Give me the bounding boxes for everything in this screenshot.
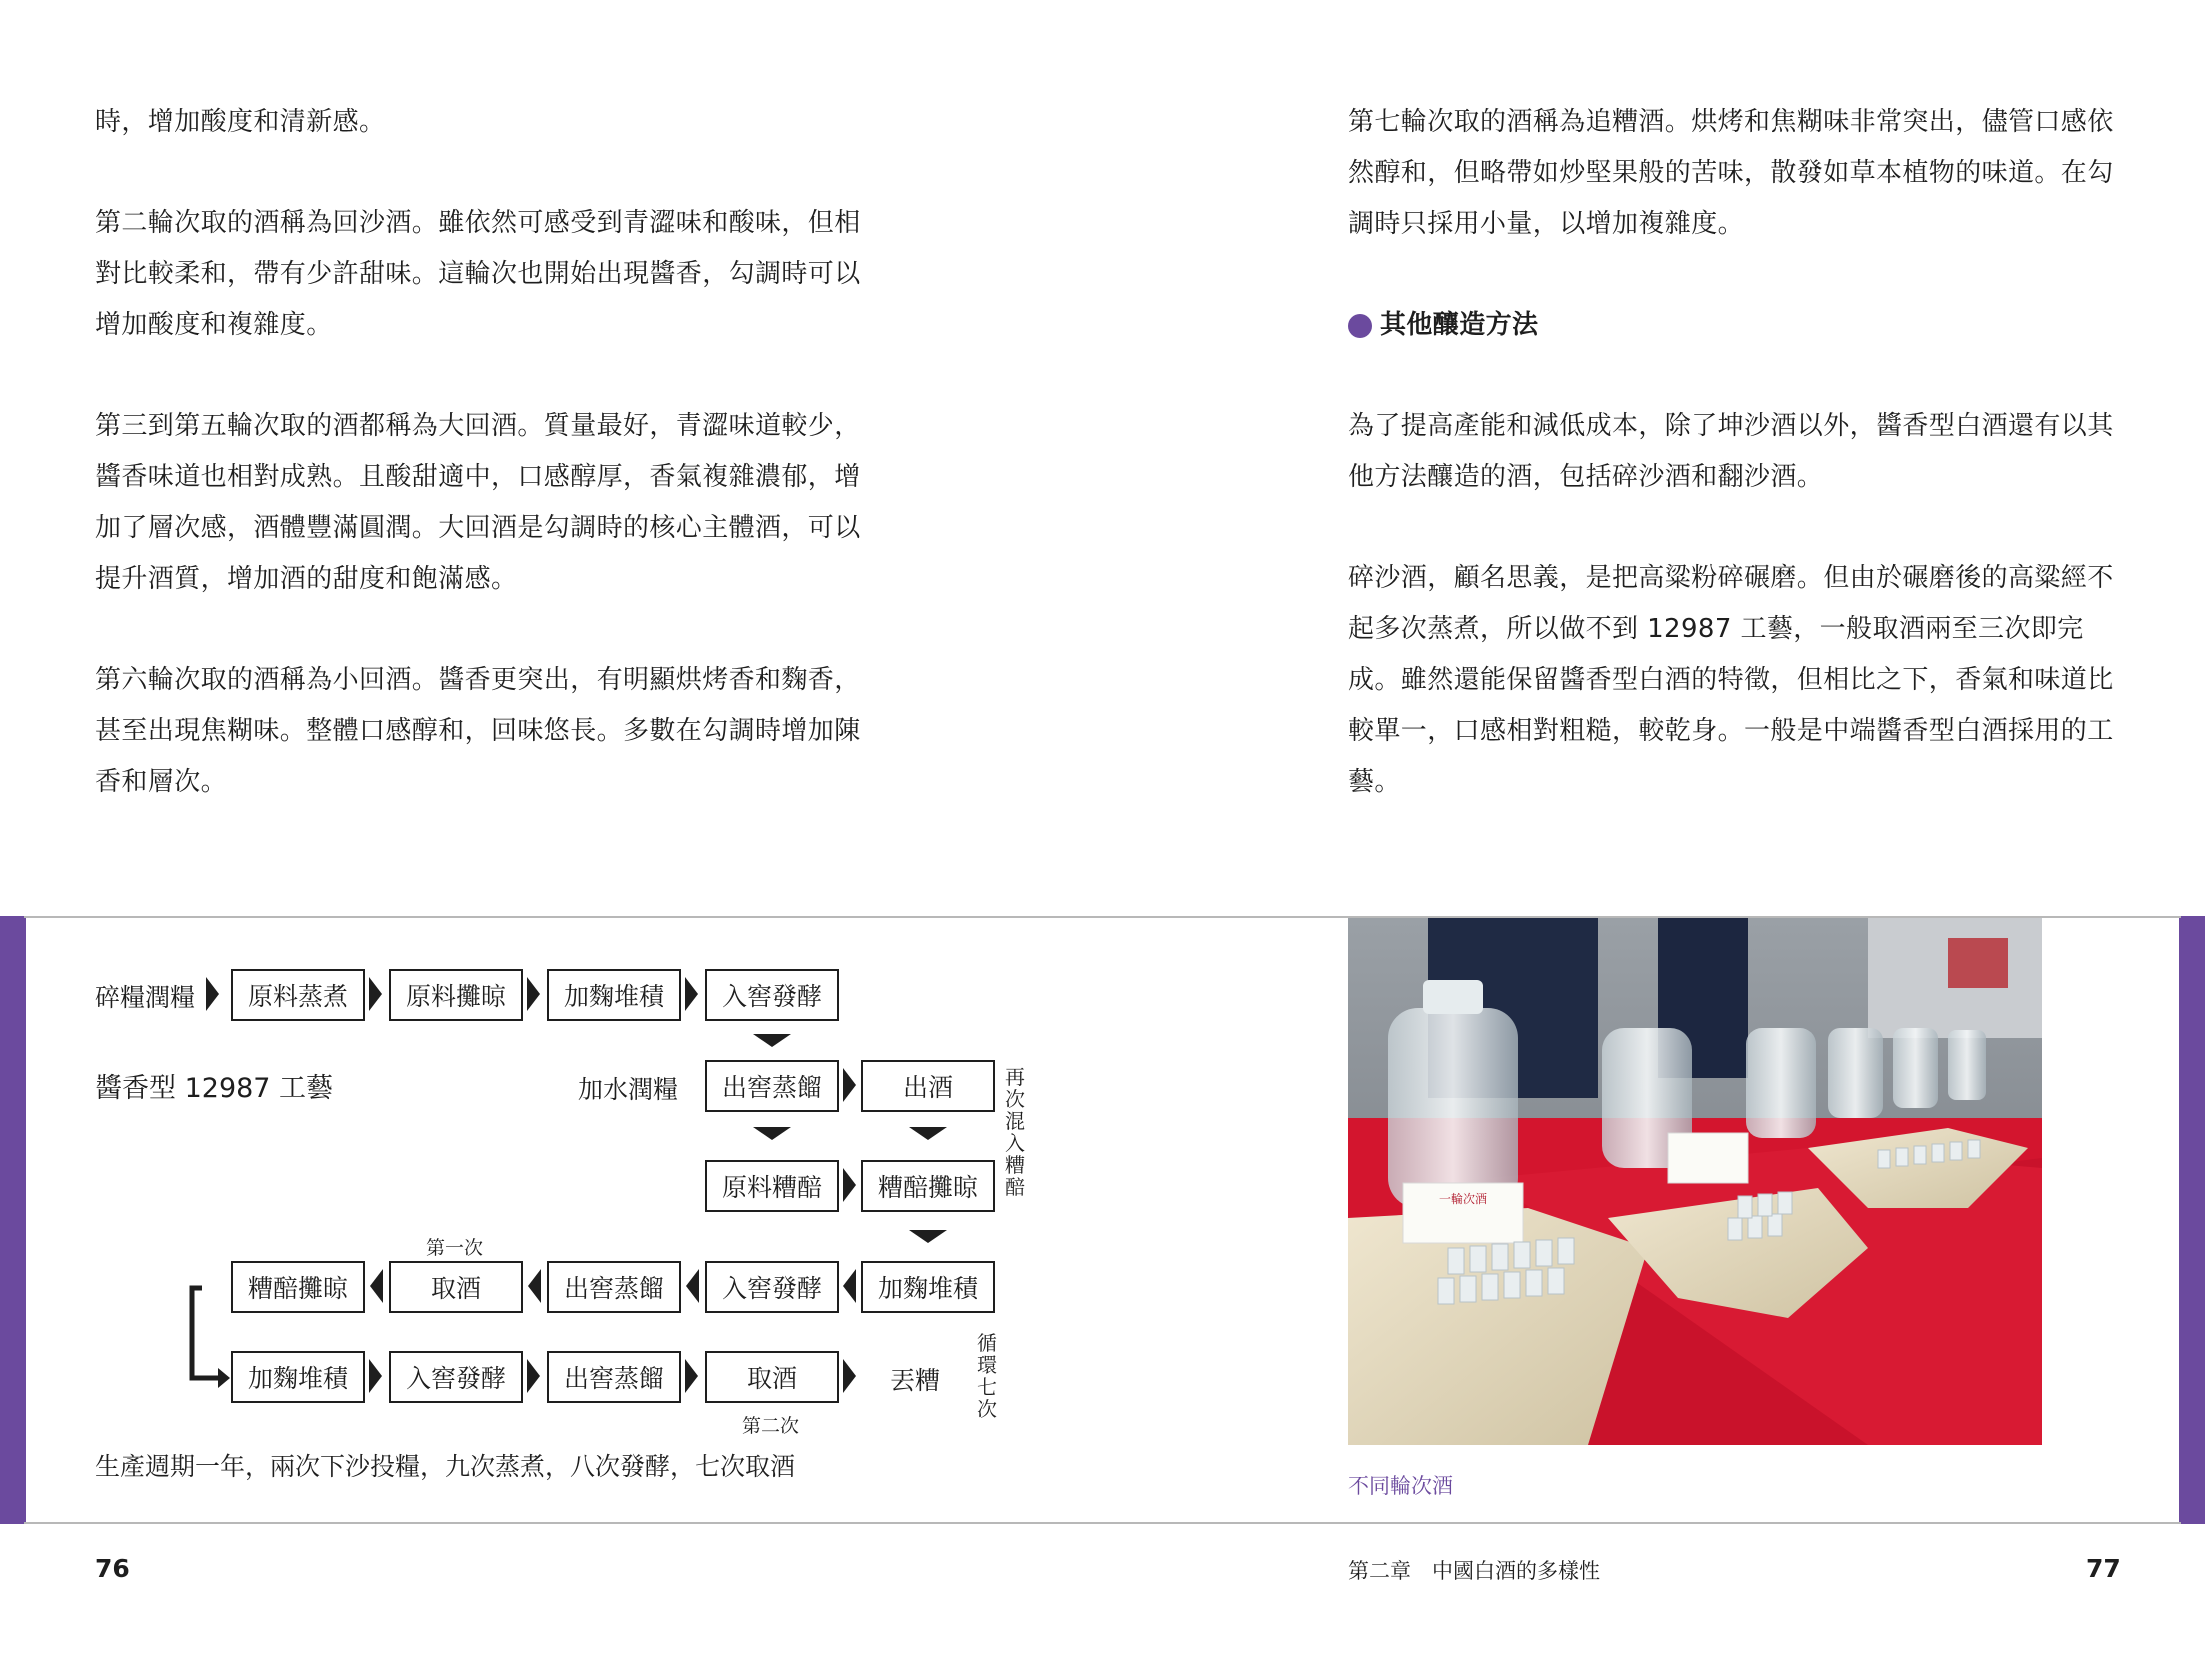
arrow-right-icon (685, 1359, 698, 1393)
process-box: 取酒 (389, 1261, 523, 1313)
photo-different-rounds-of-liquor (1348, 918, 2042, 1445)
arrow-right-icon (843, 1068, 856, 1102)
arrow-down-icon (753, 1127, 791, 1140)
loop-connector-icon (180, 1280, 232, 1390)
arrow-left-icon (686, 1269, 699, 1303)
process-box: 原料攤晾 (389, 969, 523, 1021)
arrow-left-icon (528, 1269, 541, 1303)
process-box: 糟醅攤晾 (861, 1160, 995, 1212)
arrow-left-icon (370, 1269, 383, 1303)
diagram-summary: 生產週期一年，兩次下沙投糧，九次蒸煮，八次發酵，七次取酒 (95, 1452, 796, 1481)
process-box: 加麴堆積 (861, 1261, 995, 1313)
bullet-dot-icon (1348, 314, 1372, 338)
process-box: 入窖發酵 (705, 969, 839, 1021)
arrow-right-icon (206, 977, 219, 1011)
card-label: 一輪次酒 (1438, 1192, 1488, 1206)
arrow-right-icon (527, 1359, 540, 1393)
paragraph: 時，增加酸度和清新感。 (95, 107, 386, 137)
arrow-right-icon (527, 977, 540, 1011)
arrow-right-icon (843, 1359, 856, 1393)
process-diagram (0, 0, 1100, 1654)
process-box: 入窖發酵 (705, 1261, 839, 1313)
first-time-label: 第一次 (426, 1237, 484, 1259)
arrow-right-icon (369, 1359, 382, 1393)
section-heading (1348, 300, 2118, 351)
arrow-right-icon (369, 977, 382, 1011)
section-heading-text: 其他釀造方法 (1380, 310, 1539, 340)
paragraph: 第二輪次取的酒稱為回沙酒。雖依然可感受到青澀味和酸味，但相對比較柔和，帶有少許甜味。這輪次也開始出現醬香，勾調時可以增加酸度和複雜度。 (95, 208, 861, 340)
paragraph: 第六輪次取的酒稱為小回酒。醬香更突出，有明顯烘烤香和麴香，甚至出現焦糊味。整體口感醇和，回味悠長。多數在勾調時增加陳香和層次。 (95, 665, 861, 797)
process-box: 入窖發酵 (389, 1351, 523, 1403)
second-time-label: 第二次 (742, 1415, 800, 1437)
process-box: 加麴堆積 (547, 969, 681, 1021)
page-number-right: 77 (2086, 1554, 2121, 1583)
photo-caption: 不同輪次酒 (1348, 1474, 1453, 1498)
right-text-column (1348, 97, 2118, 858)
process-box: 出窖蒸餾 (547, 1261, 681, 1313)
process-box: 出窖蒸餾 (705, 1060, 839, 1112)
process-box: 出酒 (861, 1060, 995, 1112)
start-label: 碎糧潤糧 (95, 983, 196, 1012)
row2-label: 加水潤糧 (578, 1075, 679, 1104)
arrow-right-icon (843, 1168, 856, 1202)
process-box: 加麴堆積 (231, 1351, 365, 1403)
page-number-left: 76 (95, 1554, 130, 1583)
right-accent-bar (2179, 916, 2205, 1524)
arrow-left-icon (843, 1269, 856, 1303)
arrow-down-icon (753, 1034, 791, 1047)
process-box: 取酒 (705, 1351, 839, 1403)
paragraph: 為了提高產能和減低成本，除了坤沙酒以外，醬香型白酒還有以其他方法釀造的酒，包括碎沙酒和翻沙酒。 (1348, 411, 2114, 492)
row5-end-label: 丟糟 (890, 1366, 941, 1395)
arrow-right-icon (685, 977, 698, 1011)
paragraph: 碎沙酒，顧名思義，是把高粱粉碎碾磨。但由於碾磨後的高粱經不起多次蒸煮，所以做不到 12987 工藝，一般取酒兩至三次即完成。雖然還能保留醬香型白酒的特徵，但相比之下，香氣和味道比較單一，口感相對粗糙，較乾身。一般是中端醬香型白酒採用的工藝。 (1348, 563, 2114, 797)
paragraph: 第三到第五輪次取的酒都稱為大回酒。質量最好，青澀味道較少，醬香味道也相對成熟。且酸甜適中，口感醇厚，香氣複雜濃郁，增加了層次感，酒體豐滿圓潤。大回酒是勾調時的核心主體酒，可以提升酒質，增加酒的甜度和飽滿感。 (95, 411, 861, 594)
process-box: 原料糟醅 (705, 1160, 839, 1212)
arrow-down-icon (909, 1127, 947, 1140)
paragraph: 第七輪次取的酒稱為追糟酒。烘烤和焦糊味非常突出，儘管口感依然醇和，但略帶如炒堅果般的苦味，散發如草本植物的味道。在勾調時只採用小量，以增加複雜度。 (1348, 107, 2114, 239)
running-head: 第二章 中國白酒的多樣性 (1348, 1559, 1600, 1583)
row2-side-note: 再次混入糟醅 (1005, 1065, 1025, 1199)
process-box: 出窖蒸餾 (547, 1351, 681, 1403)
arrow-down-icon (909, 1230, 947, 1243)
process-box: 原料蒸煮 (231, 969, 365, 1021)
diagram-title: 醬香型 12987 工藝 (95, 1073, 334, 1104)
row5-side-note: 循環七次 (977, 1331, 997, 1421)
process-box: 糟醅攤晾 (231, 1261, 365, 1313)
